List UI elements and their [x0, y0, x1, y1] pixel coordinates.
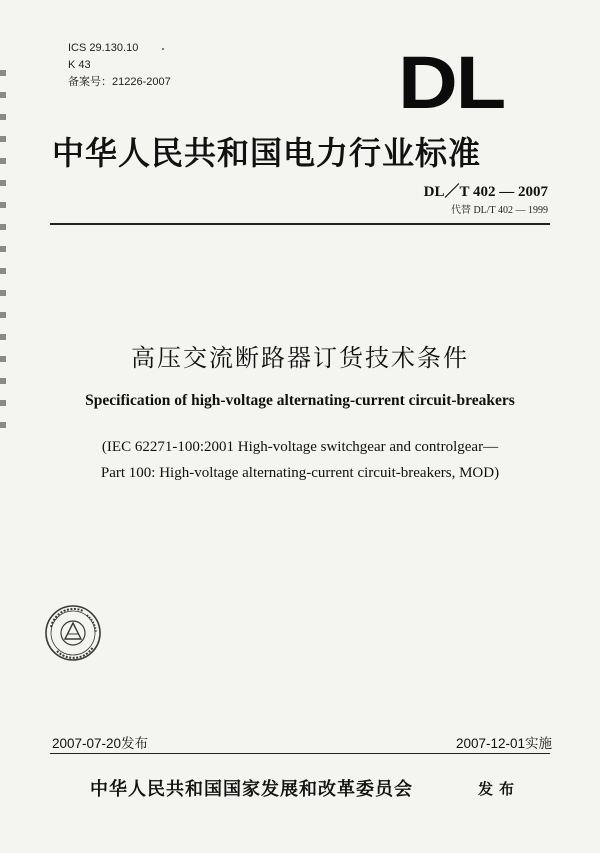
binding-edge-marks — [0, 70, 6, 430]
issuing-authority: 中华人民共和国国家发展和改革委员会 — [90, 779, 413, 800]
footer-rule — [50, 753, 550, 754]
publisher-seal-stamp — [43, 603, 103, 663]
standard-category-title: 中华人民共和国电力行业标准 — [52, 134, 482, 172]
iec-reference-line-2: Part 100: High-voltage alternating-current circuit-breakers, MOD) — [100, 465, 500, 481]
record-number: 备案号：21226-2007 — [68, 76, 171, 88]
dl-logo: DL — [398, 41, 505, 124]
dates-row — [52, 732, 552, 752]
ics-code: ICS 29.130.10 — [68, 42, 139, 54]
classification-block — [68, 40, 171, 91]
iec-reference — [0, 434, 600, 486]
implementation-date: 2007-12-01实施 — [455, 736, 552, 751]
iec-reference-line-1: (IEC 62271-100:2001 High-voltage switchgear and controlgear— — [101, 439, 499, 455]
document-title-english: Specification of high-voltage alternating-current circuit-breakers — [85, 392, 515, 409]
ccs-code: K 43 — [68, 59, 91, 71]
issue-date: 2007-07-20发布 — [52, 736, 149, 751]
document-title-chinese: 高压交流断路器订货技术条件 — [131, 344, 469, 372]
standard-number: DL／T 402 — 2007 — [423, 184, 548, 200]
replaces-standard: 代替 DL/T 402 — 1999 — [450, 205, 548, 216]
header-rule — [50, 223, 550, 225]
publish-label: 发布 — [478, 780, 521, 798]
